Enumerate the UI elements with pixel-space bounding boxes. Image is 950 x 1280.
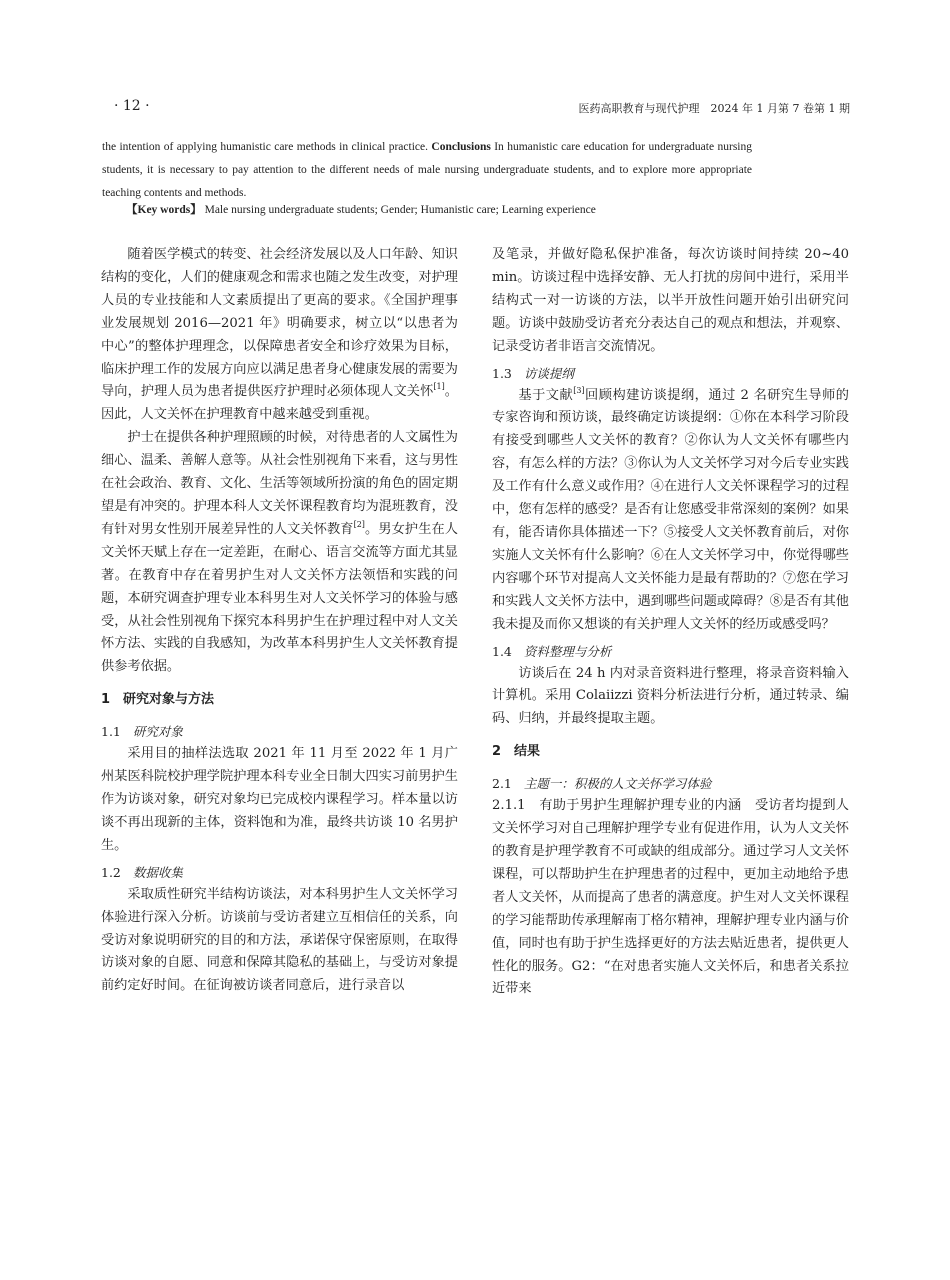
conclusions-label: Conclusions [431,141,491,153]
abstract-conclusions [102,136,752,205]
text: 护士在提供各种护理照顾的时候，对待患者的人文属性为细心、温柔、善解人意等。从社会性别视角下来看，这与男性在社会政治、教育、文化、生活等领域所扮演的角色的固定期望是有冲突的。护理本科人文关怀课程教育均为混班教育，没有针对男女性别开展差异性的人文关怀教育 [101,430,458,537]
section-heading: 1 研究对象与方法 [101,692,215,708]
paragraph: 采用目的抽样法选取 2021 年 11 月至 2022 年 1 月广州某医科院校护理学院护理本科专业全日制大四实习前男护生作为访谈对象，研究对象均已完成校内课程学习。样本量以访谈不再出现新的主体，资料饱和为准，最终共访谈 10 名男护生。 [101,746,458,853]
subsection-heading [492,363,849,385]
subsection-number: 1.4 [492,643,512,659]
journal-info: 医药高职教育与现代护理 2024 年 1 月第 7 卷第 1 期 [578,102,850,115]
subsection-heading [101,862,458,884]
paragraph [492,385,849,637]
text: 随着医学模式的转变、社会经济发展以及人口年龄、知识结构的变化，人们的健康观念和需求也随之发生改变，对护理人员的专业技能和人文素质提出了更高的要求。《全国护理事业发展规划 2016—2021 年》明确要求，树立以“以患者为中心”的整体护理理念，以保障患者安全和诊疗效果为目标，临床护理工作的发展方向应以满足患者身心健康发展的需要为导向，护理人员为患者提供医疗护理时必须体现人文关怀 [101,247,458,400]
page-number: · 12 · [114,98,150,114]
text: 回顾构建访谈提纲，通过 2 名研究生导师的专家咨询和预访谈，最终确定访谈提纲：①你在本科学习阶段有接受到哪些人文关怀的教育？②你认为人文关怀有哪些内容，有怎么样的方法？③你认为人文关怀学习对今后专业实践及工作有什么意义或作用？④在进行人文关怀课程学习的过程中，您有怎样的感受？是否有让您感受非常深刻的案例？如果有，能否请你具体描述一下？⑤接受人文关怀教育前后，对你实施人文关怀有什么影响？⑥在人文关怀学习中，你觉得哪些内容哪个环节对提高人文关怀能力是最有帮助的？⑦您在学习和实践人文关怀方法中，遇到哪些问题或障碍？⑧是否有其他我未提及而你又想谈的有关护理人文关怀的经历或感受吗？ [492,387,849,632]
subsection-title: 访谈提纲 [523,365,574,381]
citation: [3] [573,385,585,395]
subsection-title: 研究对象 [132,724,183,740]
keywords-text: Male nursing undergraduate students; Gender; Humanistic care; Learning experience [201,204,596,216]
right-column [492,244,849,1001]
paragraph: 及笔录，并做好隐私保护准备，每次访谈时间持续 20~40 min。访谈过程中选择安静、无人打扰的房间中进行，采用半结构式一对一访谈的方法，以半开放性问题开始引出研究问题。访谈中鼓励受访者充分表达自己的观点和想法，并观察、记录受访者非语言交流情况。 [492,247,849,354]
subsection-title: 数据收集 [132,864,183,880]
text: 基于文献 [518,387,574,403]
subsection-number: 1.1 [101,724,121,740]
text: 受访者均提到人文关怀学习对自己理解护理学专业有促进作用，认为人文关怀的教育是护理学教育不可或缺的组成部分。通过学习人文关怀课程，可以帮助护生在护理患者的过程中，更加主动地给予患者人文关怀，从而提高了患者的满意度。护生对人文关怀课程的学习能帮助传承理解南丁格尔精神，理解护理专业内涵与价值，同时也有助于护生选择更好的方法去贴近患者，提供更人性化的服务。G2：“在对患者实施人文关怀后，和患者关系拉近带来 [492,798,849,997]
left-column [101,244,458,998]
paragraph [101,427,458,679]
abstract-text-before: the intention of applying humanistic care methods in clinical practice. [102,141,432,153]
abstract-text-after: In humanistic care education for undergraduate nursing students, it is necessary to pay attention to the different needs of male nursing undergraduate students, and to explore more appropriate teaching contents and methods. [102,141,752,199]
subsection-heading [101,721,458,743]
subsection-heading [492,641,849,663]
subsection-number: 1.2 [101,864,121,880]
subsection-title: 主题一：积极的人文关怀学习体验 [523,776,712,792]
citation: [2] [353,519,365,529]
keywords-label: 【Key words】 [126,204,202,216]
text: 。因此，人文关怀在护理教育中越来越受到重视。 [101,384,458,423]
page-header [100,98,850,122]
subsection-number: 2.1 [492,776,512,792]
subsection-title: 资料整理与分析 [523,643,612,659]
paragraph [492,795,849,1001]
section-heading: 2 结果 [492,744,541,760]
subsection-heading [492,773,849,795]
text: 。男女护生在人文关怀天赋上存在一定差距，在耐心、语言交流等方面尤其显著。在教育中存在着男护生对人文关怀方法领悟和实践的问题，本研究调查护理专业本科男生对人文关怀学习的体验与感受，从社会性别视角下探究本科男护生在护理过程中对人文关怀方法、实践的自我感知，为改革本科男护生人文关怀教育提供参考依据。 [101,521,458,675]
citation: [1] [433,382,445,392]
keywords [126,201,766,217]
paragraph: 采取质性研究半结构访谈法，对本科男护生人文关怀学习体验进行深入分析。访谈前与受访者建立互相信任的关系，向受访对象说明研究的目的和方法，承诺保守保密原则，在取得访谈对象的自愿、同意和保障其隐私的基础上，与受访对象提前约定好时间。在征询被访谈者同意后，进行录音以 [101,886,458,994]
paragraph: 访谈后在 24 h 内对录音资料进行整理，将录音资料输入计算机。采用 Colaiizzi 资料分析法进行分析，通过转录、编码、归纳，并最终提取主题。 [492,665,849,727]
sub-subsection-title: 2.1.1 有助于男护生理解护理专业的内涵 [492,798,755,814]
paragraph [101,244,458,427]
subsection-number: 1.3 [492,365,512,381]
